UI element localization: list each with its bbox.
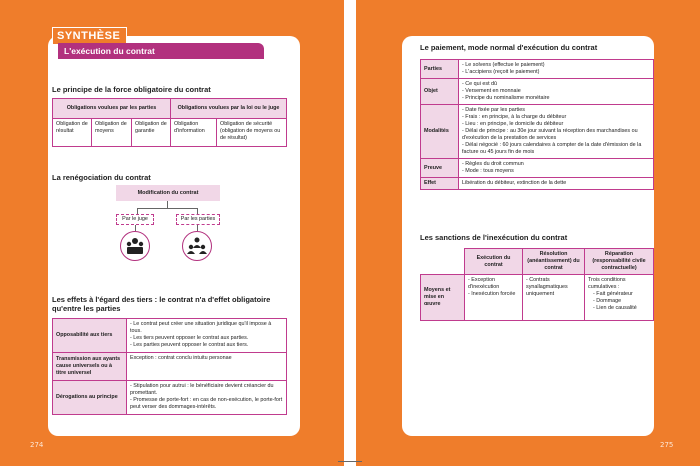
sanctions-corner [421, 249, 465, 275]
payment-label: Parties [421, 60, 459, 79]
tree-line [167, 201, 168, 208]
sanctions-heading: Les sanctions de l'inexécution du contrat [420, 233, 568, 242]
payment-content [459, 178, 654, 190]
spine-mark [338, 461, 362, 462]
sanctions-item: - Fait générateur [593, 291, 633, 298]
reneg-top-box: Modification du contrat [116, 185, 220, 201]
effects-label: Transmission aux ayants cause universels ou à titre universel [53, 353, 127, 381]
reneg-judge-box: Par le juge [116, 214, 154, 225]
effects-content [127, 319, 287, 353]
effects-content [127, 353, 287, 381]
effects-item: - Promesse de porte-fort : en cas de non-exécution, le porte-fort peut verser des dommages-intérêts. [130, 397, 283, 411]
effects-content [127, 381, 287, 415]
force-cell: Obligation de résultat [53, 119, 92, 147]
payment-label: Modalités [421, 105, 459, 159]
force-col-header-2: Obligations voulues par la loi ou le juge [171, 99, 287, 119]
payment-item: - Le solvens (effectue le paiement) [462, 62, 545, 68]
sanctions-header: Résolution (anéantissement) du contrat [523, 249, 585, 275]
sanctions-header: Réparation (responsabilité civile contractuelle) [585, 249, 654, 275]
effects-item: Exception : contrat conclu intuitu personae [130, 355, 232, 361]
effects-label: Opposabilité aux tiers [53, 319, 127, 353]
payment-label: Effet [421, 178, 459, 190]
force-cell: Obligation de garantie [132, 119, 171, 147]
payment-item: - Principe du nominalisme monétaire [462, 95, 550, 102]
payment-item: - Lieu : en principe, le domicile du débiteur [462, 121, 564, 128]
sanctions-cell [585, 275, 654, 321]
effects-label: Dérogations au principe [53, 381, 127, 415]
payment-table [420, 59, 654, 190]
force-col-header-1: Obligations voulues par les parties [53, 99, 171, 119]
sanctions-cell [523, 275, 585, 321]
effects-heading: Les effets à l'égard des tiers : le contrat n'a d'effet obligatoire qu'entre les parties [52, 295, 271, 313]
payment-item: - Date fixée par les parties [462, 107, 525, 114]
people-icon [182, 231, 212, 261]
payment-item: - Versement en monnaie [462, 88, 521, 95]
reneg-heading: La renégociation du contrat [52, 173, 151, 182]
sanctions-cell [465, 275, 523, 321]
effects-item: - Stipulation pour autrui : le bénéficiaire devient créancier du promettant. [130, 383, 274, 397]
effects-item: - Le contrat peut créer une situation juridique qu'il impose à tous. [130, 321, 272, 335]
force-heading: Le principe de la force obligatoire du contrat [52, 85, 211, 94]
sanctions-table [420, 248, 654, 321]
payment-item: - Frais : en principe, à la charge du débiteur [462, 114, 567, 121]
payment-item: - Ce qui est dû [462, 81, 498, 88]
tree-line [137, 208, 198, 209]
payment-item: - Règles du droit commun [462, 161, 524, 168]
payment-content [459, 79, 654, 105]
sanctions-item: Trois conditions cumulatives : [588, 277, 626, 291]
payment-content [459, 159, 654, 178]
group-table-icon [120, 231, 150, 261]
synthese-tag: SYNTHÈSE [52, 27, 127, 44]
page-number-right: 275 [660, 441, 674, 449]
effects-item: - Les parties peuvent opposer le contrat aux tiers. [130, 342, 249, 349]
payment-heading: Le paiement, mode normal d'exécution du contrat [420, 43, 598, 52]
force-table [52, 98, 287, 147]
payment-item: - Délai négocié : 60 jours calendaires à compter de la date d'émission de la facture ou 45 jours fin de mois [462, 142, 642, 156]
payment-item: - Délai de principe : au 30e jour suivant la réception des marchandises ou d'exécution de la prestation de services [462, 128, 638, 142]
force-cell: Obligation de sécurité (obligation de moyens ou de résultat) [217, 119, 287, 147]
payment-item: Libération du débiteur, extinction de la dette [462, 180, 567, 187]
page-number-left: 274 [30, 441, 44, 449]
sanctions-item: - Contrats synallagmatiques uniquement [526, 277, 568, 298]
sanctions-header: Exécution du contrat [465, 249, 523, 275]
payment-label: Preuve [421, 159, 459, 178]
effects-item: - Les tiers peuvent opposer le contrat aux parties. [130, 335, 249, 342]
sanctions-item: - Lien de causalité [593, 305, 637, 312]
sanctions-item: - Inexécution forcée [468, 291, 516, 298]
book-spine [344, 0, 356, 466]
payment-item: - L'accipiens (reçoit le paiement) [462, 69, 540, 76]
sanctions-item: - Exception d'inexécution [468, 277, 500, 291]
payment-content [459, 60, 654, 79]
effects-table [52, 318, 287, 415]
sanctions-row-label: Moyens et mise en œuvre [421, 275, 465, 321]
reneg-parties-box: Par les parties [176, 214, 220, 225]
chapter-banner: L'exécution du contrat [58, 43, 264, 59]
sanctions-item: - Dommage [593, 298, 622, 305]
force-cell: Obligation d'information [171, 119, 217, 147]
payment-label: Objet [421, 79, 459, 105]
force-cell: Obligation de moyens [92, 119, 132, 147]
payment-item: - Mode : tous moyens [462, 168, 514, 175]
payment-content [459, 105, 654, 159]
